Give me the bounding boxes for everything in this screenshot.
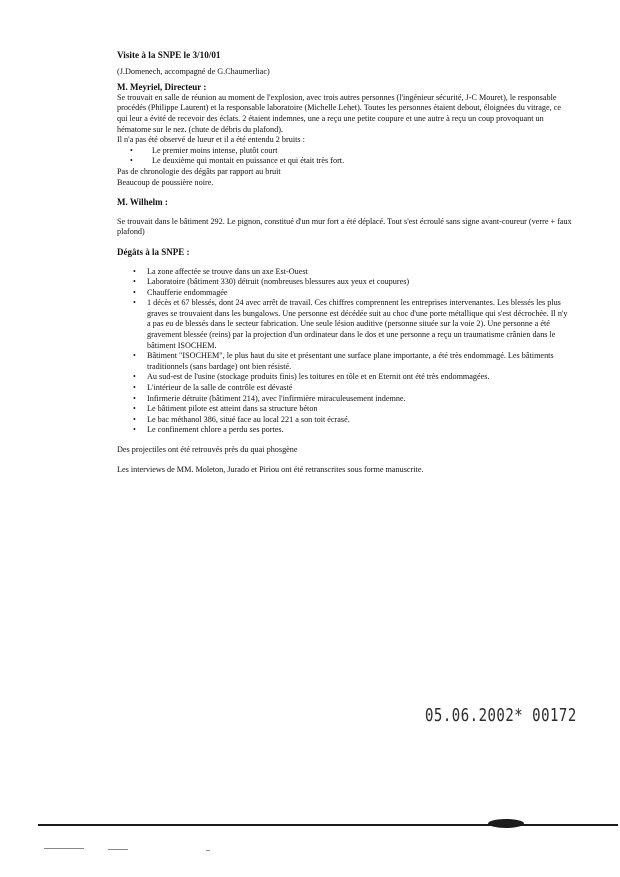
bullet-icon: • [133,414,136,424]
meyriel-noises-intro: Il n'a pas été observé de lueur et il a été entendu 2 bruits : [117,135,305,145]
bullet-icon: • [133,266,136,276]
scan-ink-blob [488,819,524,828]
scan-speck [44,848,84,849]
list-item: • Le confinement chlore a perdu ses portes. [133,425,284,435]
interviews-note: Les interviews de MM. Moleton, Jurado et Piriou ont été retranscrites sous forme manuscrite. [117,464,424,474]
meyriel-noises-list [117,146,572,167]
scan-speck [206,850,210,851]
list-item: • Bâtiment "ISOCHEM", le plus haut du site et présentant une surface plane importante, a été très endommagé. Les bâtiments traditionnels (sans bardage) ont bien résisté. [133,351,554,371]
bullet-icon: • [133,425,136,435]
projectiles-note: Des projectiles ont été retrouvés près du quai phosgène [117,445,298,454]
bullet-icon: • [133,393,136,403]
bullet-icon: • [133,287,136,297]
meyriel-dust: Beaucoup de poussière noire. [117,177,214,187]
bullet-icon: • [130,145,133,155]
bullet-icon: • [130,156,133,166]
scan-speck [108,849,128,850]
bullet-icon: • [133,351,136,361]
meyriel-heading: M. Meyriel, Directeur : [117,82,207,93]
visit-attendees: (J.Domenech, accompagné de G.Chaumerliac) [117,66,270,76]
bullet-icon: • [133,383,136,393]
list-item: • Infirmerie détruite (bâtiment 214), avec l'infirmière miraculeusement indemne. [133,393,406,403]
damage-list [117,267,572,437]
list-item: • Le bac méthanol 386, situé face au local 221 a son toit écrasé. [133,414,350,424]
document-body [117,50,572,475]
scan-rule-line [38,824,618,826]
wilhelm-heading: M. Wilhelm : [117,197,168,208]
list-item: • Le bâtiment pilote est atteint dans sa structure béton [133,404,318,414]
damage-heading: Dégâts à la SNPE : [117,246,190,257]
meyriel-paragraph: Se trouvait en salle de réunion au moment de l'explosion, avec trois autres personnes (l'ingénieur sécurité, J-C Mouret), le responsable procédés (Philippe Laurent) et la responsable laboratoire (Michelle Lehet). Toutes les personnes étaient debout, éloignées du vitrage, ce qui leur a évité de recevoir des éclats. 2 étaient indemnes, une a reçu une petite coupure et une autre à reçu un coup provoquant un hématome sur le nez. (chute de débris du plafond). [117,92,561,134]
bullet-icon: • [133,372,136,382]
list-item: • Chaufferie endommagée [133,287,228,297]
list-item: • Au sud-est de l'usine (stockage produits finis) les toitures en tôle et en Eternit ont été très endommagées. [133,372,490,382]
bullet-icon: • [133,277,136,287]
bullet-icon: • [133,298,136,308]
list-item: • La zone affectée se trouve dans un axe Est-Ouest [133,266,308,276]
list-item: • L'intérieur de la salle de contrôle est dévasté [133,383,293,393]
list-item: • 1 décès et 67 blessés, dont 24 avec arrêt de travail. Ces chiffres comprennent les entreprises intervenantes. Les blessés les plus graves se trouvaient dans les bungalows. Une personne est décédée suit au choc d'une porte métallique qui s'est décrochée. Il n'y a pas eu de blessés dans le secteur fabrication. Une seule lésion auditive (personne située sur la voie 2). Une personne a été gravement blessée (reins) par la projection d'un ordinateur dans le dos et une personne a reçu un traumatisme crânien dans le bâtiment ISOCHEM. [133,298,568,350]
meyriel-chronology: Pas de chronologie des dégâts par rapport au bruit [117,166,281,176]
wilhelm-paragraph: Se trouvait dans le bâtiment 292. Le pignon, constitué d'un mur fort a été déplacé. Tout s'est écroulé sans signe avant-coureur (verre + faux plafond) [117,216,572,237]
date-stamp: 05.06.2002* 00172 [425,706,577,726]
list-item: • Le deuxième qui montait en puissance et qui était très fort. [130,156,345,166]
list-item: • Laboratoire (bâtiment 330) détruit (nombreuses blessures aux yeux et coupures) [133,277,410,287]
bullet-icon: • [133,404,136,414]
list-item: • Le premier moins intense, plutôt court [130,145,278,155]
visit-title: Visite à la SNPE le 3/10/01 [117,50,221,60]
